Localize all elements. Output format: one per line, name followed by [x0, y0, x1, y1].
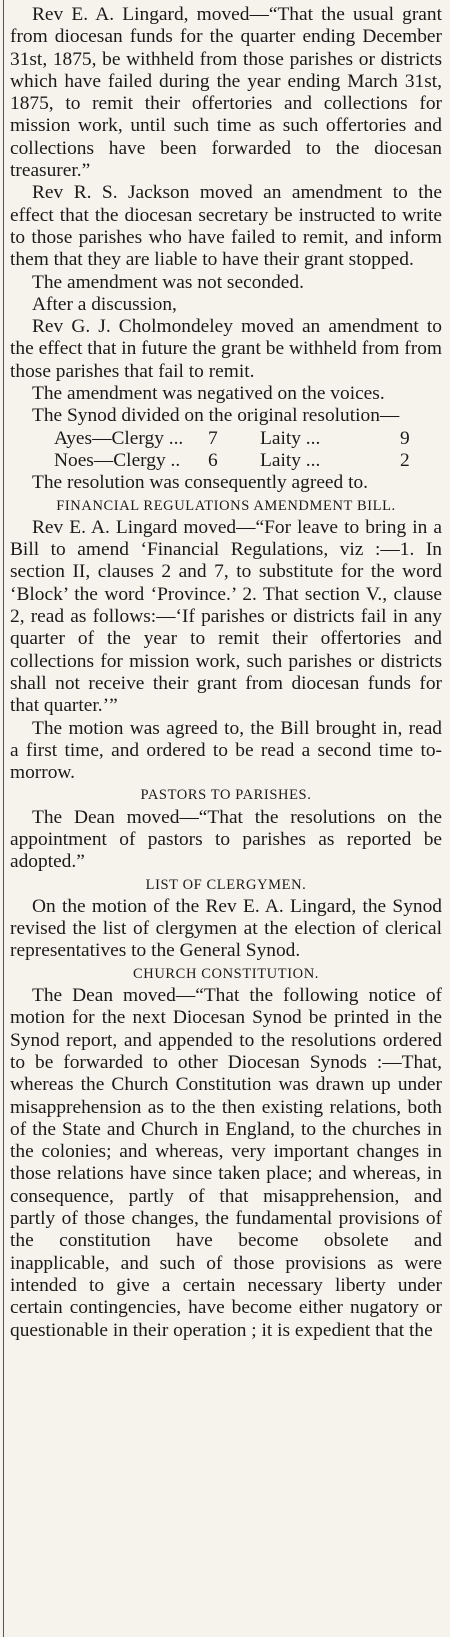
paragraph-not-seconded: The amendment was not seconded. [32, 271, 304, 293]
paragraph-discussion: After a discussion, [32, 293, 177, 315]
paragraph-synod-divided: The Synod divided on the original resolution— [32, 405, 400, 427]
heading-list-of-clergymen: LIST OF CLERGYMEN. [145, 876, 307, 893]
paragraph-cholmondeley-amendment: Rev G. J. Cholmondeley moved an amendment to the effect that in future the grant be withheld from from those parishes that fail to remit. [10, 316, 442, 382]
vote-row-noes [10, 450, 442, 472]
paragraph-constitution-motion: The Dean moved—“That the following notice of motion for the next Diocesan Synod be printed in the Synod report, and appended to the resolutions ordered to be forwarded to other Diocesan Synods :—That, whereas the Church Constitution was drawn up under misapprehension as to the then existing relations, both of the State and Church in England, to the churches in the colonies; and whereas, very important changes in those relations have since taken place; and whereas, in consequence, partly of that misapprehension, and partly of those changes, the fundamental provisions of the constitution have become obsolete and inapplicable, and such of those provisions as were intended to give a certain necessary liberty under certain contingencies, have become either nugatory or questionable in their operation ; it is expedient that the [10, 985, 442, 1341]
vote-noes-label: Noes—Clergy .. [54, 449, 181, 471]
paragraph-jackson-amendment: Rev R. S. Jackson moved an amendment to the effect that the diocesan secretary be instructed to write to those parishes who have failed to remit, and inform them that they are liable to have their grant stopped. [10, 182, 442, 271]
vote-ayes-laity: 9 [400, 427, 410, 449]
vote-noes-laity: 2 [400, 449, 410, 471]
vote-ayes-clergy: 7 [208, 427, 218, 449]
paragraph-pastors-motion: The Dean moved—“That the resolutions on the appointment of pastors to parishes as reported be adopted.” [10, 806, 442, 873]
vote-ayes-laity-label: Laity ... [260, 427, 321, 449]
heading-financial-regulations: FINANCIAL REGULATIONS AMENDMENT BILL. [56, 497, 396, 514]
paragraph-financial-result: The motion was agreed to, the Bill brought in, read a first time, and ordered to be read a second time to-morrow. [10, 717, 442, 784]
heading-church-constitution: CHURCH CONSTITUTION. [133, 965, 319, 982]
vote-noes-laity-label: Laity ... [260, 449, 321, 471]
heading-pastors-to-parishes: PASTORS TO PARISHES. [140, 787, 312, 804]
vote-row-ayes [10, 428, 442, 450]
paragraph-resolution-result: The resolution was consequently agreed to. [32, 472, 369, 494]
paragraph-amendment-negatived: The amendment was negatived on the voices. [32, 383, 385, 405]
vote-ayes-label: Ayes—Clergy ... [54, 427, 184, 449]
column-rule [3, 0, 4, 1637]
vote-noes-clergy: 6 [208, 449, 218, 471]
paragraph-clergymen-motion: On the motion of the Rev E. A. Lingard, the Synod revised the list of clergymen at the election of clerical representatives to the General Synod. [10, 895, 442, 962]
paragraph-lingard-motion: Rev E. A. Lingard, moved—“That the usual grant from diocesan funds for the quarter ending December 31st, 1875, be withheld from those parishes or districts which have failed during the year ending March 31st, 1875, to remit their offertories and collections for mission work, until such time as such offertories and collections have been forwarded to the diocesan treasurer.” [10, 4, 442, 182]
paragraph-financial-motion: Rev E. A. Lingard moved—“For leave to bring in a Bill to amend ‘Financial Regulations, viz :—1. In section II, clauses 2 and 7, to substitute for the word ‘Block’ the word ‘Province.’ 2. That section V., clause 2, read as follows:—‘If parishes or districts fail in any quarter of the year to remit their offertories and collections for mission work, such parishes or districts shall not receive their grant from diocesan funds for that quarter.’” [10, 516, 442, 717]
